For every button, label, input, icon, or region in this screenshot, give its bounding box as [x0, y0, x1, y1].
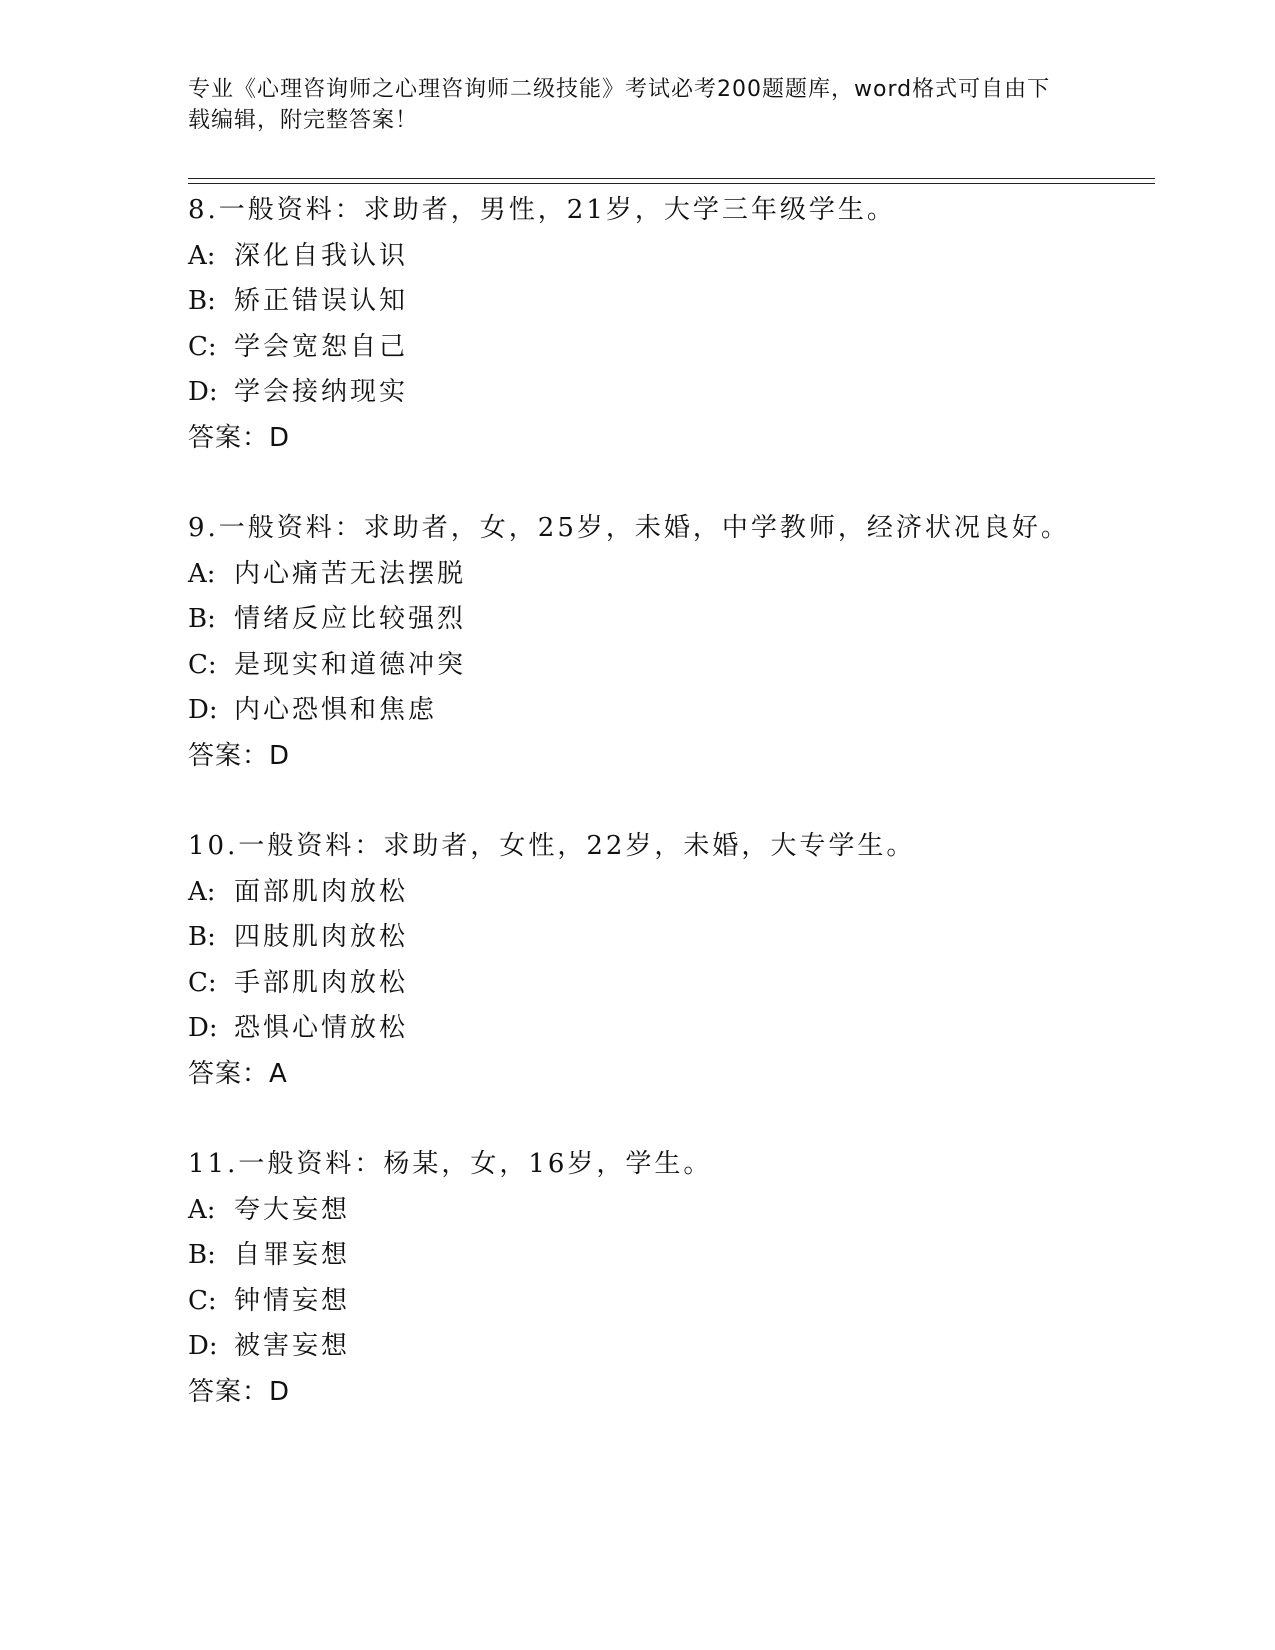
question-stem: 9.一般资料：求助者，女，25岁，未婚，中学教师，经济状况良好。 — [188, 513, 1070, 543]
option-text: 深化自我认识 — [234, 240, 409, 271]
option-text: 学会宽恕自己 — [234, 331, 409, 362]
option-key: D: — [188, 695, 218, 725]
answer-line — [188, 1052, 1155, 1098]
option-d — [188, 1324, 1155, 1370]
option-c — [188, 961, 1155, 1007]
option-key: B: — [188, 1240, 216, 1270]
option-b — [188, 915, 1155, 961]
option-key: A: — [188, 558, 216, 589]
option-text: 内心恐惧和焦虑 — [234, 695, 438, 725]
answer-value: A — [269, 1058, 288, 1089]
answer-label: 答案： — [188, 740, 270, 771]
option-key: C: — [188, 967, 217, 998]
option-c — [188, 1279, 1155, 1325]
option-key: C: — [188, 649, 217, 680]
question-8 — [188, 188, 1155, 506]
question-stem: 10.一般资料：求助者，女性，22岁，未婚，大专学生。 — [188, 831, 916, 861]
option-text: 手部肌肉放松 — [234, 967, 409, 998]
option-key: D: — [188, 1331, 218, 1361]
answer-label: 答案： — [188, 1376, 270, 1407]
option-key: C: — [188, 1285, 217, 1316]
option-key: B: — [188, 286, 216, 316]
answer-value: D — [269, 1376, 291, 1407]
header-divider-bottom — [188, 183, 1155, 184]
option-c — [188, 643, 1155, 689]
option-key: D: — [188, 1013, 218, 1043]
option-key: B: — [188, 604, 216, 634]
header-divider-top — [188, 178, 1155, 179]
option-d — [188, 370, 1155, 416]
option-text: 恐惧心情放松 — [234, 1013, 409, 1043]
question-stem: 11.一般资料：杨某，女，16岁，学生。 — [188, 1149, 713, 1179]
option-text: 面部肌肉放松 — [234, 876, 409, 907]
option-key: B: — [188, 922, 216, 952]
option-text: 内心痛苦无法摆脱 — [234, 558, 467, 589]
question-9 — [188, 506, 1155, 824]
option-b — [188, 1233, 1155, 1279]
option-text: 四肢肌肉放松 — [234, 922, 409, 952]
option-a — [188, 1188, 1155, 1234]
option-text: 矫正错误认知 — [234, 286, 409, 316]
answer-label: 答案： — [188, 422, 270, 453]
option-key: C: — [188, 331, 217, 362]
question-10 — [188, 824, 1155, 1142]
question-11 — [188, 1142, 1155, 1460]
option-a — [188, 552, 1155, 598]
option-key: A: — [188, 1194, 216, 1225]
option-d — [188, 688, 1155, 734]
option-key: A: — [188, 876, 216, 907]
option-a — [188, 870, 1155, 916]
option-a — [188, 234, 1155, 280]
answer-line — [188, 734, 1155, 780]
option-b — [188, 279, 1155, 325]
option-text: 被害妄想 — [234, 1331, 351, 1361]
question-stem: 8.一般资料：求助者，男性，21岁，大学三年级学生。 — [188, 195, 896, 225]
option-c — [188, 325, 1155, 371]
option-text: 自罪妄想 — [234, 1240, 351, 1270]
answer-value: D — [269, 740, 291, 771]
option-key: A: — [188, 240, 216, 271]
answer-line — [188, 1370, 1155, 1416]
option-text: 学会接纳现实 — [234, 377, 409, 407]
option-key: D: — [188, 377, 218, 407]
answer-value: D — [269, 422, 291, 453]
option-d — [188, 1006, 1155, 1052]
question-list — [188, 188, 1155, 1460]
answer-line — [188, 416, 1155, 462]
document-intro: 专业《心理咨询师之心理咨询师二级技能》考试必考200题题库，word格式可自由下载编辑，附完整答案！ — [188, 77, 1051, 133]
option-text: 夸大妄想 — [234, 1194, 351, 1225]
option-b — [188, 597, 1155, 643]
option-text: 是现实和道德冲突 — [234, 649, 467, 680]
option-text: 情绪反应比较强烈 — [234, 604, 467, 634]
option-text: 钟情妄想 — [234, 1285, 351, 1316]
answer-label: 答案： — [188, 1058, 270, 1089]
